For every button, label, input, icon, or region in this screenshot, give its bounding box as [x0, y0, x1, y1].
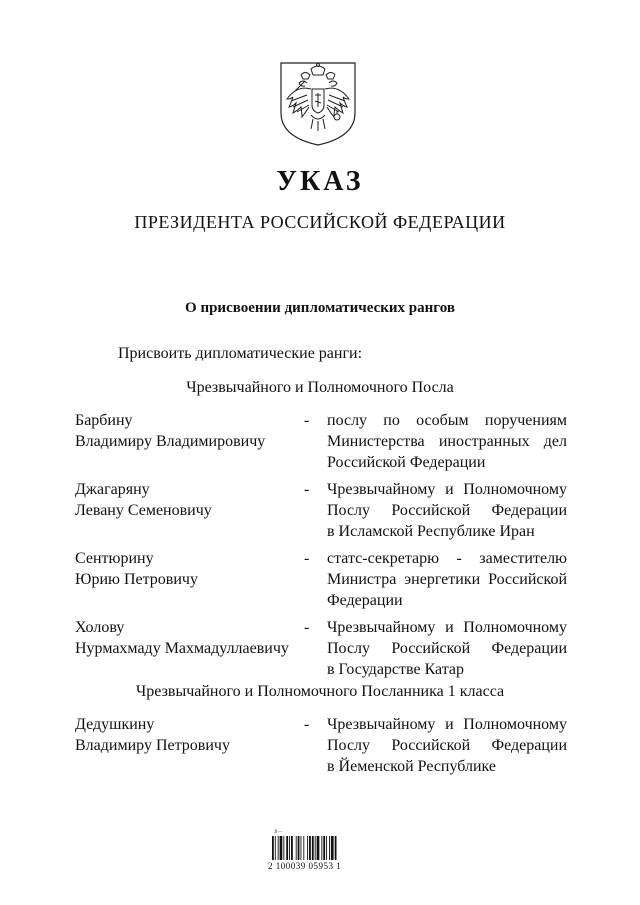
barcode-bar: [321, 836, 322, 860]
barcode: [268, 826, 368, 878]
position-line: Чрезвычайному и Полномочному: [327, 619, 567, 636]
barcode-bar: [280, 836, 283, 860]
surname: Сентюрину: [75, 550, 154, 567]
coat-of-arms-icon: [277, 55, 359, 147]
person-name: [75, 714, 300, 756]
position-description: [327, 548, 567, 611]
barcode-bar: [296, 836, 297, 860]
barcode-bar: [278, 836, 279, 860]
separator-dash: -: [304, 412, 310, 429]
barcode-bar: [275, 836, 276, 860]
position-description: [327, 617, 567, 680]
separator-dash: -: [304, 716, 310, 733]
barcode-bar: [317, 836, 320, 860]
rank-heading-envoy: Чрезвычайного и Полномочного Посланника 1 класса: [135, 683, 505, 700]
barcode-bars: [268, 826, 368, 862]
barcode-bar: [315, 836, 316, 860]
position-line: Чрезвычайному и Полномочному: [327, 716, 567, 733]
barcode-bar: [272, 836, 274, 860]
position-line: Российской Федерации: [327, 454, 486, 471]
position-line: послу по особым поручениям: [327, 412, 567, 429]
given-names: Владимиру Владимировичу: [75, 433, 266, 450]
barcode-bar: [289, 836, 290, 860]
decree-intro: Присвоить дипломатические ранги:: [118, 345, 363, 362]
document-subtitle: ПРЕЗИДЕНТА РОССИЙСКОЙ ФЕДЕРАЦИИ: [134, 212, 506, 232]
surname: Холову: [75, 619, 125, 636]
person-name: [75, 617, 300, 659]
position-line: в Исламской Республике Иран: [327, 523, 535, 540]
barcode-bar: [283, 836, 284, 860]
barcode-bar: [303, 836, 304, 860]
position-line: в Государстве Катар: [327, 661, 465, 678]
barcode-bar: [312, 836, 314, 860]
position-line: Министерства иностранных дел: [327, 433, 567, 450]
svg-text:Jl—: Jl—: [274, 830, 283, 835]
position-line: статс-секретарю - заместителю: [327, 550, 567, 567]
position-line: Чрезвычайному и Полномочному: [327, 481, 567, 498]
barcode-bar: [286, 836, 288, 860]
barcode-bar: [329, 836, 330, 860]
rank-heading-ambassador: Чрезвычайного и Полномочного Посла: [186, 379, 454, 396]
position-description: [327, 410, 567, 473]
barcode-bar: [326, 836, 327, 860]
position-line: Послу Российской Федерации: [327, 737, 567, 754]
given-names: Нурмахмаду Махмадуллаевичу: [75, 640, 289, 657]
surname: Дедушкину: [75, 716, 155, 733]
surname: Джагаряну: [75, 481, 150, 498]
person-name: [75, 479, 300, 521]
position-description: [327, 714, 567, 777]
position-line: Послу Российской Федерации: [327, 640, 567, 657]
given-names: Владимиру Петровичу: [75, 737, 230, 754]
decree-heading: О присвоении дипломатических рангов: [185, 300, 455, 316]
barcode-bar: [298, 836, 300, 860]
barcode-bar: [309, 836, 311, 860]
position-description: [327, 479, 567, 542]
separator-dash: -: [304, 481, 310, 498]
given-names: Левану Семеновичу: [75, 502, 212, 519]
position-line: Министра энергетики Российской: [327, 571, 567, 588]
barcode-bar: [331, 836, 334, 860]
surname: Барбину: [75, 412, 133, 429]
document-title: УКАЗ: [276, 166, 364, 197]
barcode-bar: [307, 836, 308, 860]
position-line: Федерации: [327, 592, 403, 609]
separator-dash: -: [304, 550, 310, 567]
barcode-bar: [323, 836, 325, 860]
given-names: Юрию Петровичу: [75, 571, 198, 588]
position-line: в Йеменской Республике: [327, 758, 497, 775]
barcode-bar: [291, 836, 293, 860]
separator-dash: -: [304, 619, 310, 636]
barcode-bar: [301, 836, 302, 860]
barcode-number: 2 100039 05953 1: [268, 861, 342, 871]
position-line: Послу Российской Федерации: [327, 502, 567, 519]
barcode-bar: [335, 836, 337, 860]
person-name: [75, 548, 300, 590]
person-name: [75, 410, 300, 452]
